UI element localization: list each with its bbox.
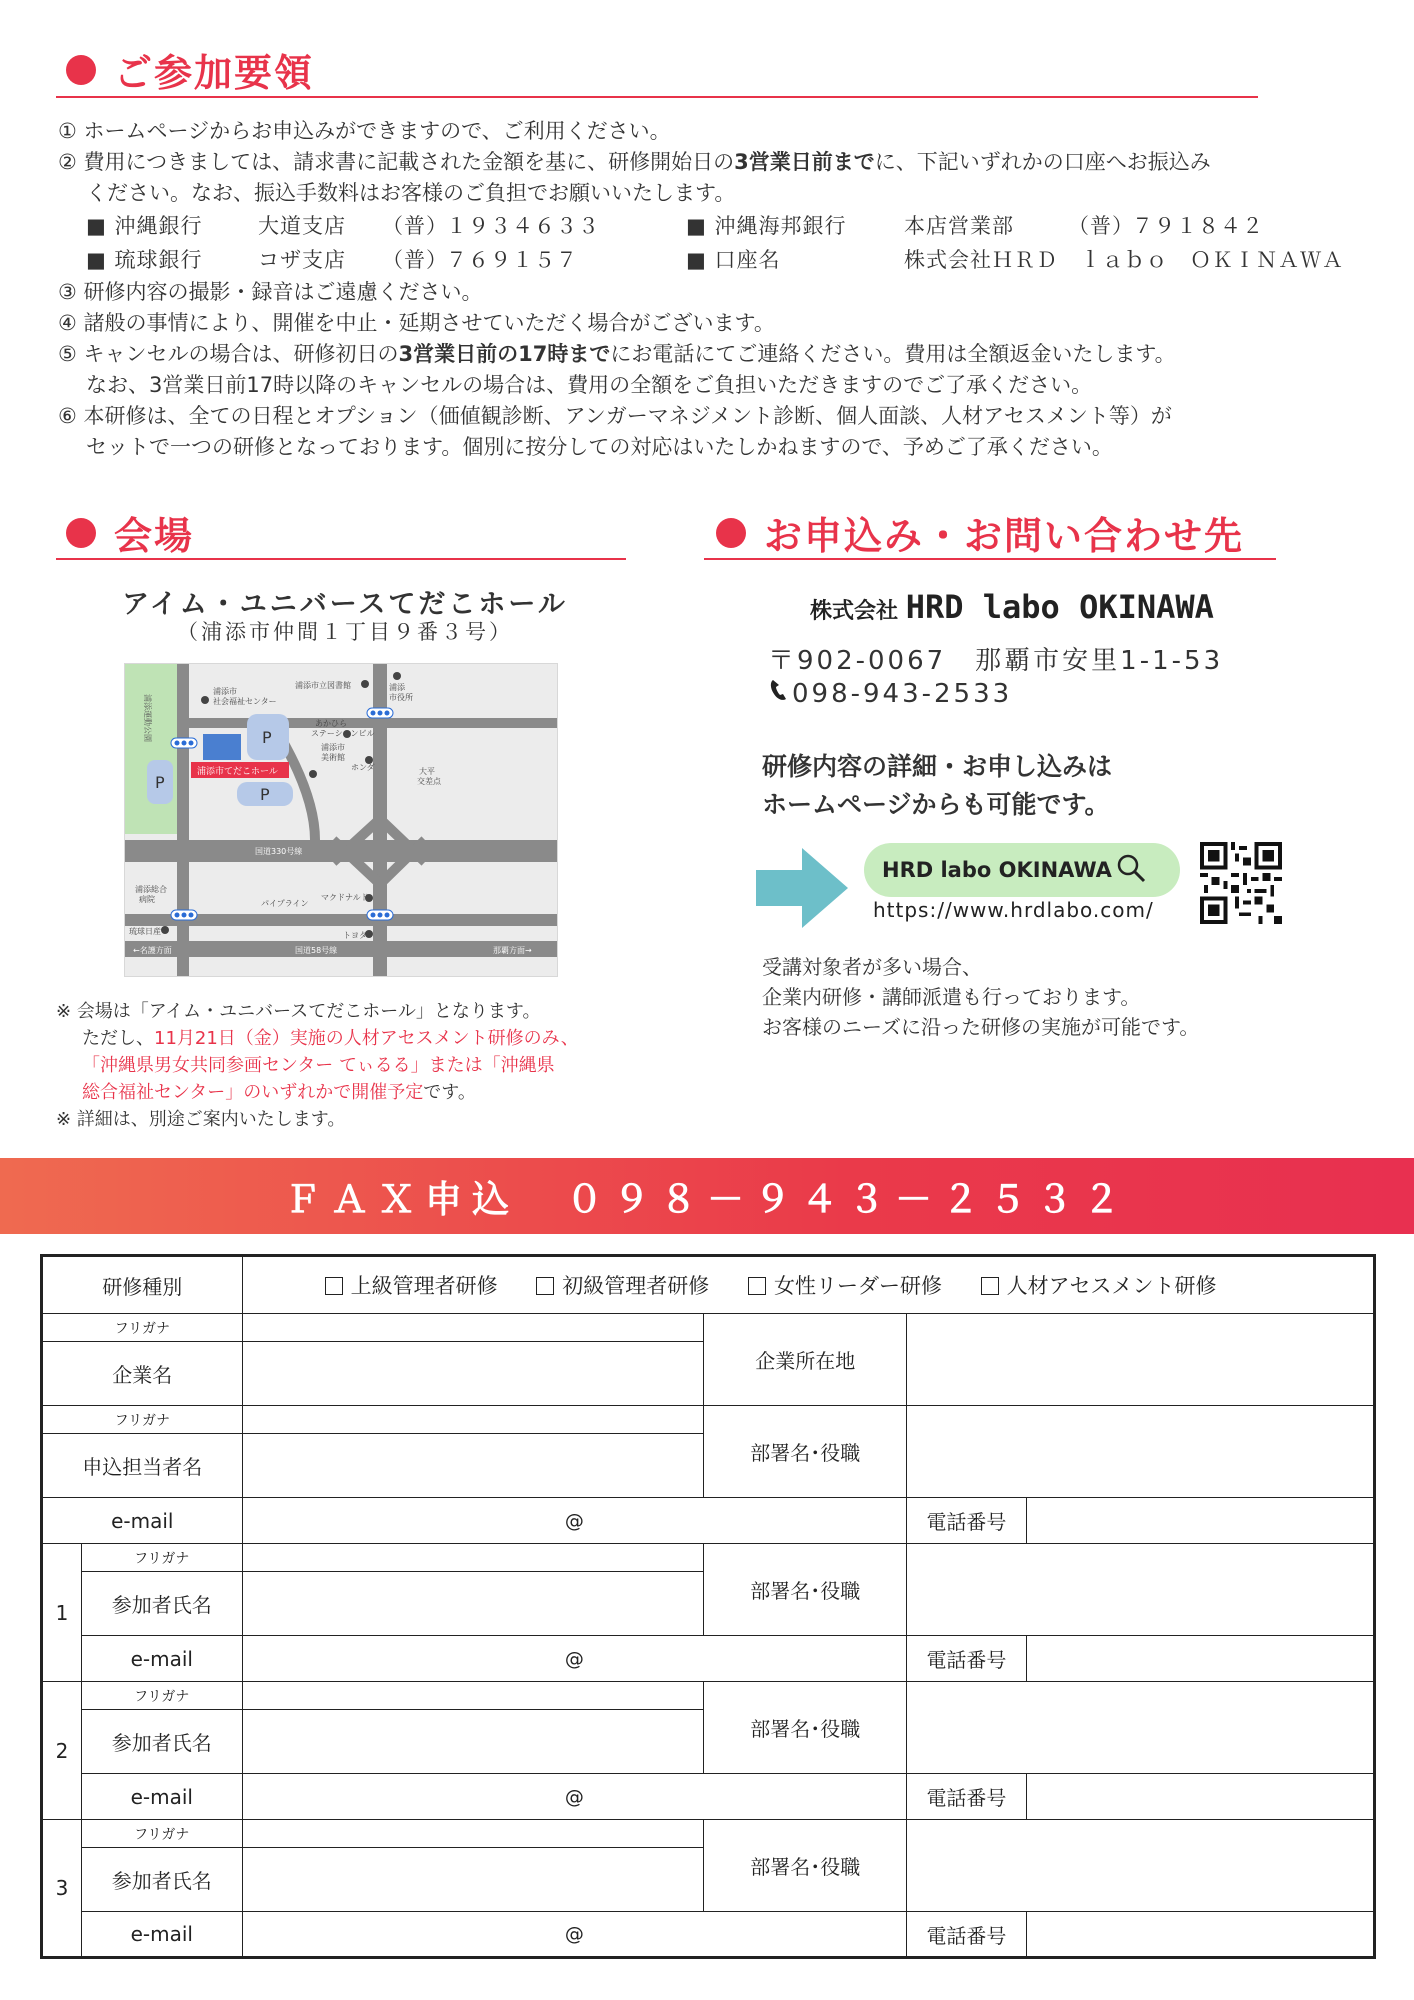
applicant-tel-input[interactable] (1026, 1498, 1374, 1544)
participant-number: 1 (42, 1544, 82, 1682)
email-label: e-mail (42, 1498, 243, 1544)
road-west (177, 664, 189, 977)
participant-number: 2 (42, 1682, 82, 1820)
term-item-4: ④ 諸般の事情により、開催を中止・延期させていただく場合がございます。 (58, 311, 775, 335)
participant-1-furigana-input[interactable] (242, 1544, 704, 1572)
honda-label: ホンダ (351, 763, 375, 772)
park-area (125, 664, 177, 834)
participant-2-furigana-input[interactable] (242, 1682, 704, 1710)
venue-name: アイム・ユニバースてだこホール (122, 589, 568, 620)
email-label: e-mail (81, 1912, 242, 1958)
company-furigana-input[interactable] (242, 1314, 704, 1342)
applicant-dept-input[interactable] (907, 1406, 1375, 1498)
akahira-label: あかひら (315, 719, 347, 728)
term-item-1: ① ホームページからお申込みができますので、ご利用ください。 (58, 119, 671, 143)
park-label: 浦添運動公園 (143, 694, 152, 742)
email-label: e-mail (81, 1774, 242, 1820)
parking-label-3: P (260, 785, 270, 804)
nago-direction-label: ←名護方面 (133, 946, 172, 955)
terms-section-title: ご参加要領 (66, 42, 314, 97)
pipeline-label: パイプライン (261, 899, 309, 908)
parking-label-2: P (155, 773, 165, 792)
term-item-6-cont: セットで一つの研修となっております。個別に按分しての対応はいたしかねますので、予めご了承ください。 (86, 435, 1113, 459)
participant-1-email-input[interactable]: @ (242, 1636, 906, 1682)
parking-label-1: P (262, 728, 272, 747)
participant-name-label: 参加者氏名 (81, 1572, 242, 1636)
terms-list (58, 116, 1378, 463)
cityhall-label: 浦添 (389, 683, 405, 692)
contact-divider (704, 558, 1276, 560)
participant-2-dept-input[interactable] (907, 1682, 1375, 1774)
venue-divider (56, 558, 626, 560)
email-label: e-mail (81, 1636, 242, 1682)
company-address-input[interactable] (907, 1314, 1375, 1406)
terms-divider (56, 96, 1258, 98)
participant-3-email-row (42, 1912, 1375, 1958)
participant-2-email-input[interactable]: @ (242, 1774, 906, 1820)
venue-note-5: ※ 詳細は、別途ご案内いたします。 (56, 1109, 346, 1130)
museum-label: 浦添市 (321, 743, 345, 752)
company-address: 〒902-0067 那覇市安里1-1-53 (768, 646, 1224, 676)
participant-3-dept-input[interactable] (907, 1820, 1375, 1912)
road-north (189, 718, 558, 728)
route58-label: 国道58号線 (295, 946, 338, 955)
venue-note-1: ※ 会場は「アイム・ユニバースてだこホール」となります。 (56, 1001, 541, 1022)
participant-2-email-row (42, 1774, 1375, 1820)
application-form (40, 1254, 1376, 1959)
course-label: 研修種別 (42, 1256, 243, 1314)
applicant-dept-label: 部署名･役職 (704, 1406, 907, 1498)
applicant-email-input[interactable]: @ (242, 1498, 906, 1544)
applicant-furigana-row (42, 1406, 1375, 1434)
term-item-2-cont: ください。なお、振込手数料はお客様のご負担でお願いいたします。 (86, 181, 736, 205)
course-option-assessment[interactable]: 人材アセスメント研修 (981, 1274, 1217, 1298)
toyota-label: トヨタ (343, 931, 367, 940)
furigana-label: フリガナ (42, 1314, 243, 1342)
museum-label-2: 美術館 (321, 753, 345, 762)
furigana-label: フリガナ (81, 1682, 242, 1710)
bank-row-2: ■ 琉球銀行 コザ支店 （普） ７６９１５７ ■ 口座名 株式会社ＨＲＤ ｌａｂｏ ＯＫＩＮＡＷＡ (86, 247, 1344, 272)
search-icon (1116, 853, 1146, 888)
participant-2-tel-input[interactable] (1026, 1774, 1374, 1820)
participant-name-label: 参加者氏名 (81, 1848, 242, 1912)
venue-map (124, 663, 558, 977)
venue-note-2: ただし、11月21日（金）実施の人材アセスメント研修のみ、 (82, 1028, 579, 1049)
company-name: 株式会社 HRD labo OKINAWA (810, 588, 1214, 626)
furigana-label: フリガナ (81, 1544, 242, 1572)
qr-code-icon[interactable] (1200, 842, 1282, 928)
participant-1-furigana-row (42, 1544, 1375, 1572)
venue-notes (56, 998, 656, 1133)
participant-1-email-row (42, 1636, 1375, 1682)
participant-1-dept-input[interactable] (907, 1544, 1375, 1636)
participant-2-dept-label: 部署名･役職 (704, 1682, 907, 1774)
participant-3-furigana-input[interactable] (242, 1820, 704, 1848)
venue-address: （浦添市仲間１丁目９番３号） (177, 620, 513, 644)
bullet-dot-icon (716, 518, 746, 548)
tel-label: 電話番号 (907, 1912, 1027, 1958)
participant-number: 3 (42, 1820, 82, 1958)
furigana-label: フリガナ (42, 1406, 243, 1434)
term-item-2: ② 費用につきましては、請求書に記載された金額を基に、研修開始日の3営業日前までに、下記いずれかの口座へお振込み (58, 150, 1211, 174)
tel-label: 電話番号 (907, 1498, 1027, 1544)
cityhall-label-2: 市役所 (389, 693, 413, 702)
participant-3-furigana-row (42, 1820, 1375, 1848)
applicant-furigana-input[interactable] (242, 1406, 704, 1434)
map-svg (125, 664, 558, 977)
term-item-5: ⑤ キャンセルの場合は、研修初日の3営業日前の17時までにお電話にてご連絡ください。費用は全額返金いたします。 (58, 342, 1176, 366)
participant-2-name-input[interactable] (242, 1710, 704, 1774)
participant-3-name-input[interactable] (242, 1848, 704, 1912)
tel-label: 電話番号 (907, 1636, 1027, 1682)
term-item-3: ③ 研修内容の撮影・録音はご遠慮ください。 (58, 280, 483, 304)
bank-row-1: ■ 沖縄銀行 大道支店 （普） １９３４６３３ ■ 沖縄海邦銀行 本店営業部 （普） ７９１８４２ (86, 213, 1264, 238)
checkbox-icon[interactable] (748, 1277, 766, 1295)
course-option-women-leader[interactable]: 女性リーダー研修 (748, 1274, 942, 1298)
tel-label: 電話番号 (907, 1774, 1027, 1820)
course-option-senior[interactable]: 上級管理者研修 (325, 1274, 498, 1298)
ohira-label: 大平 (419, 767, 435, 776)
furigana-label: フリガナ (81, 1820, 242, 1848)
participant-name-label: 参加者氏名 (81, 1710, 242, 1774)
hospital-label: 浦添総合 (135, 885, 167, 894)
fax-banner: ＦＡＸ申込 ０９８－９４３－２５３２ (0, 1158, 1414, 1234)
checkbox-icon[interactable] (536, 1277, 554, 1295)
arrow-right-icon (756, 848, 848, 932)
hospital-label-2: 病院 (139, 895, 155, 904)
checkbox-icon[interactable] (325, 1277, 343, 1295)
ryukyu-nissan-label: 琉球日産 (129, 927, 161, 936)
company-furigana-row (42, 1314, 1375, 1342)
venue-section-title: 会場 (66, 505, 194, 560)
phone-icon (768, 678, 790, 709)
venue-note-4: 総合福祉センター」のいずれかで開催予定です。 (82, 1082, 476, 1103)
applicant-email-row (42, 1498, 1375, 1544)
checkbox-icon[interactable] (981, 1277, 999, 1295)
library-label: 浦添市立図書館 (295, 681, 351, 690)
applicant-name-input[interactable] (242, 1434, 704, 1498)
participant-3-email-input[interactable]: @ (242, 1912, 906, 1958)
search-box[interactable]: HRD labo OKINAWA (864, 843, 1180, 897)
term-item-5-cont: なお、3営業日前17時以降のキャンセルの場合は、費用の全額をご負担いただきますのでご了承ください。 (86, 373, 1093, 397)
homepage-url[interactable]: https://www.hrdlabo.com/ (873, 898, 1154, 922)
bullet-dot-icon (66, 518, 96, 548)
mcd-label: マクドナルド (321, 893, 369, 902)
participant-3-tel-input[interactable] (1026, 1912, 1374, 1958)
contact-section-title: お申込み・お問い合わせ先 (716, 505, 1244, 560)
participant-1-dept-label: 部署名･役職 (704, 1544, 907, 1636)
welfare-label-2: 社会福祉センター (213, 697, 277, 706)
route330-label: 国道330号線 (255, 847, 303, 856)
bullet-dot-icon (66, 55, 96, 85)
naha-direction-label: 那覇方面→ (493, 946, 532, 955)
company-address-label: 企業所在地 (704, 1314, 907, 1406)
participant-1-tel-input[interactable] (1026, 1636, 1374, 1682)
homepage-message: 研修内容の詳細・お申し込みは ホームページからも可能です。 (762, 752, 1113, 819)
venue-note-3: 「沖縄県男女共同参画センター てぃるる」または「沖縄県 (82, 1055, 555, 1076)
course-option-junior[interactable]: 初級管理者研修 (536, 1274, 709, 1298)
course-row (42, 1256, 1375, 1314)
applicant-name-label: 申込担当者名 (42, 1434, 243, 1498)
welfare-label: 浦添市 (213, 687, 237, 696)
course-options (242, 1256, 1374, 1314)
participant-1-name-input[interactable] (242, 1572, 704, 1636)
company-phone: 098-943-2533 (768, 678, 1012, 709)
info-message: 受講対象者が多い場合、 企業内研修・講師派遣も行っております。 お客様のニーズに沿った研修の実施が可能です。 (762, 955, 1200, 1039)
company-name-label: 企業名 (42, 1342, 243, 1406)
ohira-label-2: 交差点 (417, 777, 441, 786)
akahira-label-2: ステーションビル (311, 729, 375, 738)
participant-2-furigana-row (42, 1682, 1375, 1710)
hall-label: 浦添市てだこホール (197, 767, 278, 777)
term-item-6: ⑥ 本研修は、全ての日程とオプション（価値観診断、アンガーマネジメント診断、個人面談、人材アセスメント等）が (58, 404, 1172, 428)
participant-3-dept-label: 部署名･役職 (704, 1820, 907, 1912)
hall-building (203, 734, 241, 760)
company-name-input[interactable] (242, 1342, 704, 1406)
